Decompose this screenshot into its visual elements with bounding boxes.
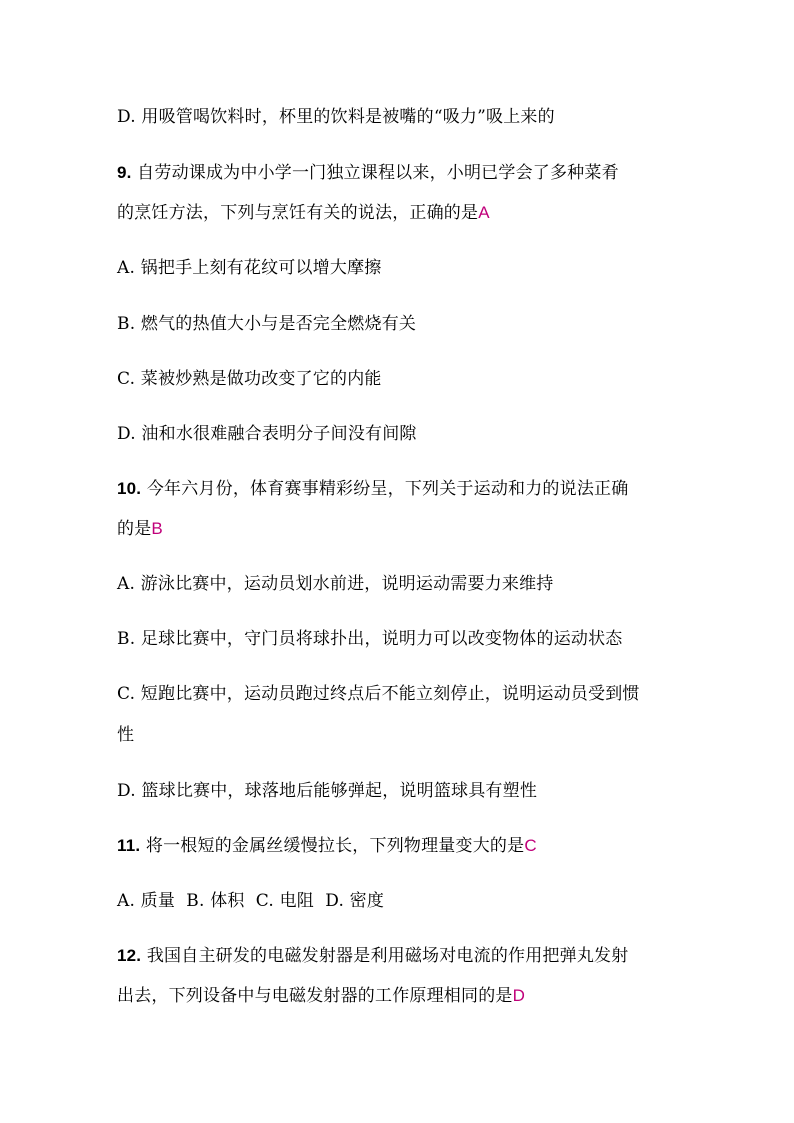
question-12-stem [117, 945, 628, 967]
answer-key: D [512, 986, 526, 1005]
line-text: A. 游泳比赛中，运动员划水前进，说明运动需要力来维持 [117, 574, 554, 594]
question-9-stem [117, 162, 619, 184]
answer-key: B [151, 519, 163, 538]
question-number: 12. [117, 946, 142, 965]
line-text: 自劳动课成为中小学一门独立课程以来，小明已学会了多种菜肴 [131, 163, 619, 183]
question-number: 9. [117, 163, 132, 182]
option-10-c-cont [117, 724, 134, 746]
line-text: D. 篮球比赛中，球落地后能够弹起，说明篮球具有塑性 [117, 781, 538, 801]
answer-key: C [524, 836, 537, 855]
line-text: A. 锅把手上刻有花纹可以增大摩擦 [117, 258, 382, 278]
option-9-c [117, 368, 382, 390]
question-11-stem [117, 835, 537, 857]
line-text: 我国自主研发的电磁发射器是利用磁场对电流的作用把弹丸发射 [141, 946, 629, 966]
line-text: C. 菜被炒熟是做功改变了它的内能 [117, 369, 382, 389]
line-text: C. 短跑比赛中，运动员跑过终点后不能立刻停止，说明运动员受到惯 [117, 684, 640, 704]
line-text: 的烹饪方法，下列与烹饪有关的说法，正确的是 [117, 203, 479, 223]
question-number: 11. [117, 836, 141, 855]
question-10-stem-cont [117, 518, 163, 540]
options-11 [117, 890, 384, 912]
line-text: 今年六月份，体育赛事精彩纷呈，下列关于运动和力的说法正确 [141, 479, 629, 499]
option-9-a [117, 257, 381, 279]
option-8-d [117, 106, 555, 128]
question-12-stem-cont [117, 985, 525, 1007]
line-text: 性 [117, 725, 135, 745]
line-text: D. 油和水很难融合表明分子间没有间隙 [117, 424, 417, 444]
option-10-c [117, 683, 640, 705]
line-text: 的是 [117, 519, 152, 539]
option-10-b [117, 628, 623, 650]
question-9-stem-cont [117, 202, 490, 224]
line-text: B. 足球比赛中，守门员将球扑出，说明力可以改变物体的运动状态 [117, 629, 623, 649]
option-9-d [117, 423, 417, 445]
line-text: B. 燃气的热值大小与是否完全燃烧有关 [117, 314, 417, 334]
line-text: A. 质量 B. 体积 C. 电阻 D. 密度 [117, 891, 385, 911]
option-10-d [117, 780, 537, 802]
answer-key: A [478, 203, 490, 222]
line-text: D. 用吸管喝饮料时，杯里的饮料是被嘴的“吸力”吸上来的 [117, 107, 555, 127]
question-10-stem [117, 478, 628, 500]
question-number: 10. [117, 479, 142, 498]
line-text: 将一根短的金属丝缓慢拉长，下列物理量变大的是 [140, 836, 525, 856]
line-text: 出去，下列设备中与电磁发射器的工作原理相同的是 [117, 986, 513, 1006]
option-9-b [117, 313, 416, 335]
option-10-a [117, 573, 553, 595]
